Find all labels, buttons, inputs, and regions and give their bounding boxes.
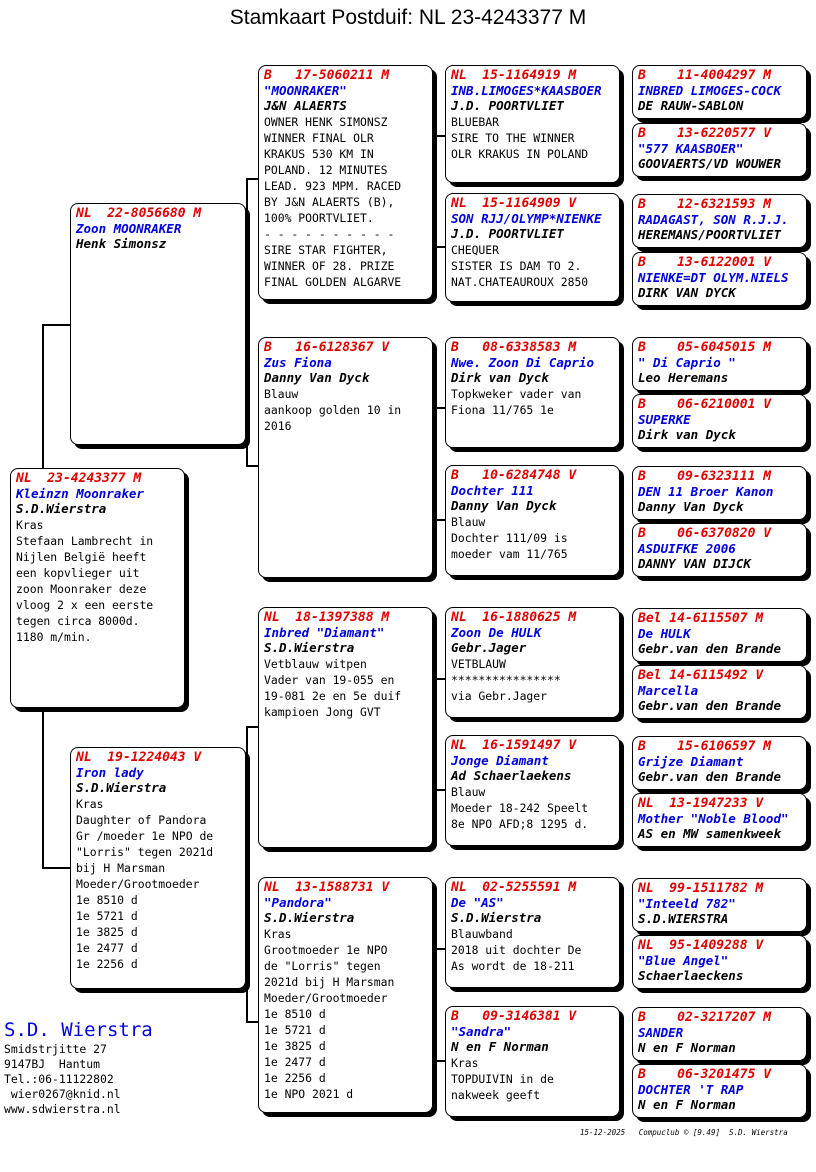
pigeon-note: 1180 m/min. <box>16 630 92 644</box>
pigeon-note: Vader van 19-055 en <box>264 673 395 687</box>
breeder-name: N en F Norman <box>638 1097 736 1112</box>
pigeon-name: "MOONRAKER" <box>264 83 347 98</box>
ring-number: NL 13-1947233 V <box>638 796 764 811</box>
connector-line <box>433 407 435 520</box>
ring-number: NL 16-1591497 V <box>451 738 577 753</box>
breeder-name: S.D.WIERSTRA <box>638 911 729 926</box>
connector-line <box>433 407 445 409</box>
connector-line <box>620 908 622 965</box>
pigeon-note: FINAL GOLDEN ALGARVE <box>264 275 402 289</box>
pigeon-note: Kras <box>76 797 104 811</box>
pigeon-name: Marcella <box>638 683 699 698</box>
ring-number: NL 95-1409288 V <box>638 938 764 953</box>
connector-line <box>620 95 622 152</box>
pigeon-name: DEN 11 Broer Kanon <box>638 484 774 499</box>
pigeon-card-fm-sire[interactable] <box>445 337 620 448</box>
pigeon-card-father-sire[interactable] <box>258 65 433 300</box>
breeder-name: GOOVAERTS/VD WOUWER <box>638 156 781 171</box>
pigeon-card-mm-sire[interactable] <box>445 877 620 988</box>
connector-line <box>246 178 248 466</box>
pigeon-name: De HULK <box>638 626 691 641</box>
pigeon-note: kampioen Jong GVT <box>264 705 381 719</box>
breeder-name: Gebr.van den Brande <box>638 769 781 784</box>
pigeon-name: "Inteeld 782" <box>638 896 736 911</box>
breeder-name: N en F Norman <box>638 1040 736 1055</box>
connector-line <box>433 135 445 137</box>
pigeon-note: 1e 2256 d <box>76 957 138 971</box>
pigeon-note: 19-081 2e en 5e duif <box>264 689 402 703</box>
pigeon-name: De "AS" <box>451 895 504 910</box>
breeder-name: Henk Simonsz <box>76 236 167 251</box>
connector-line <box>246 726 258 728</box>
connector-line <box>433 678 435 790</box>
ring-number: Bel 14-6115507 M <box>638 611 764 626</box>
pigeon-note: nakweek geeft <box>451 1088 541 1102</box>
owner-website[interactable]: www.sdwierstra.nl <box>4 1102 121 1116</box>
pigeon-card-mf-sire[interactable] <box>445 607 620 718</box>
breeder-name: S.D.Wierstra <box>264 910 355 925</box>
pigeon-card-g5-11[interactable] <box>632 736 807 790</box>
pigeon-note: Nijlen België heeft <box>16 550 147 564</box>
footer-credit: 15-12-2025 Compuclub © [9.49] S.D. Wierstra <box>580 1128 788 1137</box>
ring-number: NL 19-1224043 V <box>76 750 202 765</box>
pigeon-note: SIRE TO THE WINNER <box>451 131 575 145</box>
connector-line <box>433 948 445 950</box>
pigeon-note: 1e 2477 d <box>76 941 138 955</box>
breeder-name: DE RAUW-SABLON <box>638 98 744 113</box>
connector-line <box>620 479 622 536</box>
pigeon-card-g5-14[interactable] <box>632 935 807 989</box>
ring-number: NL 22-8056680 M <box>76 206 202 221</box>
pigeon-name: SUPERKE <box>638 412 691 427</box>
owner-address-line: Smidstrjitte 27 <box>4 1042 107 1056</box>
pigeon-note: Blauw <box>451 515 486 529</box>
breeder-name: DANNY VAN DIJCK <box>638 556 751 571</box>
breeder-name: Leo Heremans <box>638 370 729 385</box>
pigeon-name: Jonge Diamant <box>451 753 549 768</box>
pigeon-name: Inbred "Diamant" <box>264 625 385 640</box>
connector-line <box>433 1060 445 1062</box>
connector-line <box>433 246 445 248</box>
pigeon-note: via Gebr.Jager <box>451 689 548 703</box>
pigeon-note: Kras <box>16 518 44 532</box>
pigeon-note: 1e 5721 d <box>76 909 138 923</box>
breeder-name: Danny Van Dyck <box>451 498 557 513</box>
pigeon-note: Moeder 18-242 Speelt <box>451 801 589 815</box>
breeder-name: AS en MW samenkweek <box>638 826 781 841</box>
connector-line <box>42 708 44 868</box>
ring-number: B 06-3201475 V <box>638 1067 772 1082</box>
pigeon-note: 1e NPO 2021 d <box>264 1087 354 1101</box>
connector-line <box>620 750 622 807</box>
pigeon-card-ff-dam[interactable] <box>445 193 620 302</box>
connector-line <box>42 324 44 469</box>
connector-line <box>433 519 445 521</box>
pigeon-note: de "Lorris" tegen <box>264 959 381 973</box>
connector-line <box>433 948 435 1061</box>
pigeon-note: TOPDUIVIN in de <box>451 1072 554 1086</box>
pigeon-name: NIENKE=DT OLYM.NIELS <box>638 270 789 285</box>
pigeon-note: 2021d bij H Marsman <box>264 975 395 989</box>
pigeon-note: Blauw <box>451 785 486 799</box>
pigeon-note: BY J&N ALAERTS (B), <box>264 195 395 209</box>
pigeon-note: moeder vam 11/765 <box>451 547 568 561</box>
ring-number: B 17-5060211 M <box>264 68 390 83</box>
breeder-name: Danny Van Dyck <box>638 499 744 514</box>
pigeon-card-g5-5[interactable] <box>632 337 807 391</box>
pigeon-card-g5-6[interactable] <box>632 394 807 448</box>
breeder-name: S.D.Wierstra <box>76 780 167 795</box>
ring-number: B 11-4004297 M <box>638 68 772 83</box>
pigeon-card-g5-10[interactable] <box>632 665 807 719</box>
connector-line <box>246 465 258 467</box>
pigeon-note: aankoop golden 10 in <box>264 403 402 417</box>
pigeon-card-g5-15[interactable] <box>632 1007 807 1061</box>
pigeon-note: 1e 8510 d <box>264 1007 326 1021</box>
ring-number: Bel 14-6115492 V <box>638 668 764 683</box>
pigeon-note: WINNER OF 28. PRIZE <box>264 259 395 273</box>
pigeon-card-g5-16[interactable] <box>632 1064 807 1118</box>
pigeon-name: Zoon MOONRAKER <box>76 221 182 236</box>
ring-number: NL 13-1588731 V <box>264 880 390 895</box>
connector-line <box>246 726 248 1022</box>
pigeon-note: KRAKUS 530 KM IN <box>264 147 374 161</box>
breeder-name: Gebr.van den Brande <box>638 641 781 656</box>
connector-line <box>620 638 622 695</box>
pigeon-card-g5-4[interactable] <box>632 252 807 306</box>
ring-number: B 05-6045015 M <box>638 340 772 355</box>
pigeon-note: 2016 <box>264 419 292 433</box>
pigeon-name: Nwe. Zoon Di Caprio <box>451 355 594 370</box>
ring-number: NL 15-1164919 M <box>451 68 577 83</box>
owner-address-line: 9147BJ Hantum <box>4 1057 101 1071</box>
pigeon-note: **************** <box>451 673 561 687</box>
pigeon-card-g5-7[interactable] <box>632 466 807 520</box>
pigeon-note: Topkweker vader van <box>451 387 582 401</box>
pigeon-note: NAT.CHATEAUROUX 2850 <box>451 275 589 289</box>
pigeon-card-g5-3[interactable] <box>632 194 807 248</box>
pigeon-card-g5-1[interactable] <box>632 65 807 119</box>
ring-number: NL 16-1880625 M <box>451 610 577 625</box>
connector-line <box>620 206 622 263</box>
pigeon-note: WINNER FINAL OLR <box>264 131 374 145</box>
owner-name: S.D. Wierstra <box>4 1019 153 1041</box>
breeder-name: Gebr.van den Brande <box>638 698 781 713</box>
pigeon-name: ASDUIFKE 2006 <box>638 541 736 556</box>
breeder-name: DIRK VAN DYCK <box>638 285 736 300</box>
pigeon-card-mf-dam[interactable] <box>445 735 620 846</box>
ring-number: NL 23-4243377 M <box>16 471 142 486</box>
pigeon-name: Kleinzn Moonraker <box>16 486 144 501</box>
pigeon-note: Moeder/Grootmoeder <box>76 877 200 891</box>
page-title: Stamkaart Postduif: NL 23-4243377 M <box>229 6 587 29</box>
connector-line <box>620 367 622 424</box>
pigeon-note: OWNER HENK SIMONSZ <box>264 115 388 129</box>
connector-line <box>433 789 445 791</box>
breeder-name: Dirk van Dyck <box>451 370 549 385</box>
pigeon-note: Daughter of Pandora <box>76 813 207 827</box>
pigeon-note: VETBLAUW <box>451 657 506 671</box>
ring-number: NL 18-1397388 M <box>264 610 390 625</box>
pigeon-note: Gr /moeder 1e NPO de <box>76 829 214 843</box>
pigeon-note: 1e 3825 d <box>264 1039 326 1053</box>
pigeon-name: SANDER <box>638 1025 684 1040</box>
pigeon-name: INB.LIMOGES*KAASBOER <box>451 83 602 98</box>
pigeon-name: Iron lady <box>76 765 144 780</box>
pigeon-note: OLR KRAKUS IN POLAND <box>451 147 589 161</box>
pigeon-card-ff-sire[interactable] <box>445 65 620 183</box>
pigeon-name: SON RJJ/OLYMP*NIENKE <box>451 211 602 226</box>
pigeon-card-fm-dam[interactable] <box>445 465 620 576</box>
ring-number: B 08-6338583 M <box>451 340 577 355</box>
connector-line <box>246 1021 258 1023</box>
pigeon-note: Stefaan Lambrecht in <box>16 534 154 548</box>
ring-number: B 06-6370820 V <box>638 526 772 541</box>
pigeon-note: Dochter 111/09 is <box>451 531 568 545</box>
pigeon-name: RADAGAST, SON R.J.J. <box>638 212 789 227</box>
pigeon-note: "Lorris" tegen 2021d <box>76 845 214 859</box>
pigeon-name: Mother "Noble Blood" <box>638 811 789 826</box>
pigeon-card-subject[interactable] <box>10 468 185 708</box>
pigeon-card-mother-dam[interactable] <box>258 877 433 1113</box>
pigeon-name: Grijze Diamant <box>638 754 744 769</box>
connector-line <box>620 1020 622 1077</box>
pigeon-note: POLAND. 12 MINUTES <box>264 163 388 177</box>
pigeon-card-mother-sire[interactable] <box>258 607 433 848</box>
ring-number: B 15-6106597 M <box>638 739 772 754</box>
pigeon-name: Dochter 111 <box>451 483 534 498</box>
breeder-name: N en F Norman <box>451 1039 549 1054</box>
ring-number: B 13-6122001 V <box>638 255 772 270</box>
ring-number: B 09-3146381 V <box>451 1009 577 1024</box>
pigeon-name: " Di Caprio " <box>638 355 736 370</box>
pigeon-card-father-dam[interactable] <box>258 337 433 578</box>
pigeon-note: 100% POORTVLIET. <box>264 211 374 225</box>
breeder-name: Ad Schaerlaekens <box>451 768 572 783</box>
breeder-name: Dirk van Dyck <box>638 427 736 442</box>
pigeon-name: INBRED LIMOGES-COCK <box>638 83 781 98</box>
pigeon-note: Kras <box>264 927 292 941</box>
pigeon-note: Moeder/Grootmoeder <box>264 991 388 1005</box>
pigeon-note: Fiona 11/765 1e <box>451 403 554 417</box>
ring-number: NL 99-1511782 M <box>638 881 764 896</box>
pigeon-name: "Blue Angel" <box>638 953 729 968</box>
breeder-name: HEREMANS/POORTVLIET <box>638 227 781 242</box>
owner-block <box>4 1018 153 1117</box>
breeder-name: S.D.Wierstra <box>451 910 542 925</box>
pigeon-note: Grootmoeder 1e NPO <box>264 943 388 957</box>
pigeon-card-mm-dam[interactable] <box>445 1006 620 1117</box>
breeder-name: Schaerlaeckens <box>638 968 744 983</box>
pigeon-note: 1e 3825 d <box>76 925 138 939</box>
ring-number: NL 15-1164909 V <box>451 196 577 211</box>
breeder-name: S.D.Wierstra <box>16 501 107 516</box>
pigeon-name: "Sandra" <box>451 1024 512 1039</box>
pigeon-note: tegen circa 8000d. <box>16 614 140 628</box>
ring-number: NL 02-5255591 M <box>451 880 577 895</box>
pigeon-name: "Pandora" <box>264 895 332 910</box>
ring-number: B 10-6284748 V <box>451 468 577 483</box>
pigeon-name: Zoon De HULK <box>451 625 542 640</box>
breeder-name: J.D. POORTVLIET <box>451 98 564 113</box>
ring-number: B 12-6321593 M <box>638 197 772 212</box>
pigeon-note: 2018 uit dochter De <box>451 943 582 957</box>
breeder-name: Gebr.Jager <box>451 640 527 655</box>
breeder-name: Danny Van Dyck <box>264 370 370 385</box>
connector-line <box>433 135 435 247</box>
ring-number: B 02-3217207 M <box>638 1010 772 1025</box>
pigeon-note: SIRE STAR FIGHTER, <box>264 243 388 257</box>
breeder-name: J&N ALAERTS <box>264 98 347 113</box>
pigeon-note: Vetblauw witpen <box>264 657 367 671</box>
pigeon-note: 1e 2256 d <box>264 1071 326 1085</box>
pigeon-note: LEAD. 923 MPM. RACED <box>264 179 402 193</box>
pigeon-note: zoon Moonraker deze <box>16 582 147 596</box>
owner-email[interactable]: wier0267@knid.nl <box>4 1087 121 1101</box>
pigeon-card-g5-12[interactable] <box>632 793 807 847</box>
pigeon-card-g5-2[interactable] <box>632 123 807 177</box>
pigeon-note: BLUEBAR <box>451 115 500 129</box>
pigeon-note: 1e 2477 d <box>264 1055 326 1069</box>
connector-line <box>42 324 72 326</box>
ring-number: B 13-6220577 V <box>638 126 772 141</box>
pigeon-note: SISTER IS DAM TO 2. <box>451 259 582 273</box>
owner-phone: Tel.:06-11122802 <box>4 1072 114 1086</box>
pigeon-note: CHEQUER <box>451 243 500 257</box>
ring-number: B 16-6128367 V <box>264 340 390 355</box>
breeder-name: S.D.Wierstra <box>264 640 355 655</box>
pigeon-card-father[interactable] <box>70 203 246 445</box>
pigeon-note: vloog 2 x een eerste <box>16 598 154 612</box>
pigeon-note: Blauw <box>264 387 299 401</box>
pigeon-card-mother[interactable] <box>70 747 246 989</box>
pigeon-note: 8e NPO AFD;8 1295 d. <box>451 817 589 831</box>
pigeon-name: Zus Fiona <box>264 355 332 370</box>
ring-number: B 09-6323111 M <box>638 469 772 484</box>
connector-line <box>42 867 72 869</box>
connector-line <box>433 678 445 680</box>
connector-line <box>246 178 258 180</box>
pigeon-card-g5-9[interactable] <box>632 608 807 662</box>
breeder-name: J.D. POORTVLIET <box>451 226 564 241</box>
pigeon-note: Kras <box>451 1056 479 1070</box>
pigeon-note: een kopvlieger uit <box>16 566 140 580</box>
pigeon-note: 1e 5721 d <box>264 1023 326 1037</box>
pigeon-note: - - - - - - - - - - <box>264 227 395 241</box>
pigeon-card-g5-13[interactable] <box>632 878 807 932</box>
pigeon-note: 1e 8510 d <box>76 893 138 907</box>
pigeon-card-g5-8[interactable] <box>632 523 807 577</box>
pigeon-name: DOCHTER 'T RAP <box>638 1082 744 1097</box>
ring-number: B 06-6210001 V <box>638 397 772 412</box>
pigeon-note: Blauwband <box>451 927 513 941</box>
pigeon-note: As wordt de 18-211 <box>451 959 575 973</box>
pigeon-note: bij H Marsman <box>76 861 166 875</box>
pigeon-name: "577 KAASBOER" <box>638 141 744 156</box>
